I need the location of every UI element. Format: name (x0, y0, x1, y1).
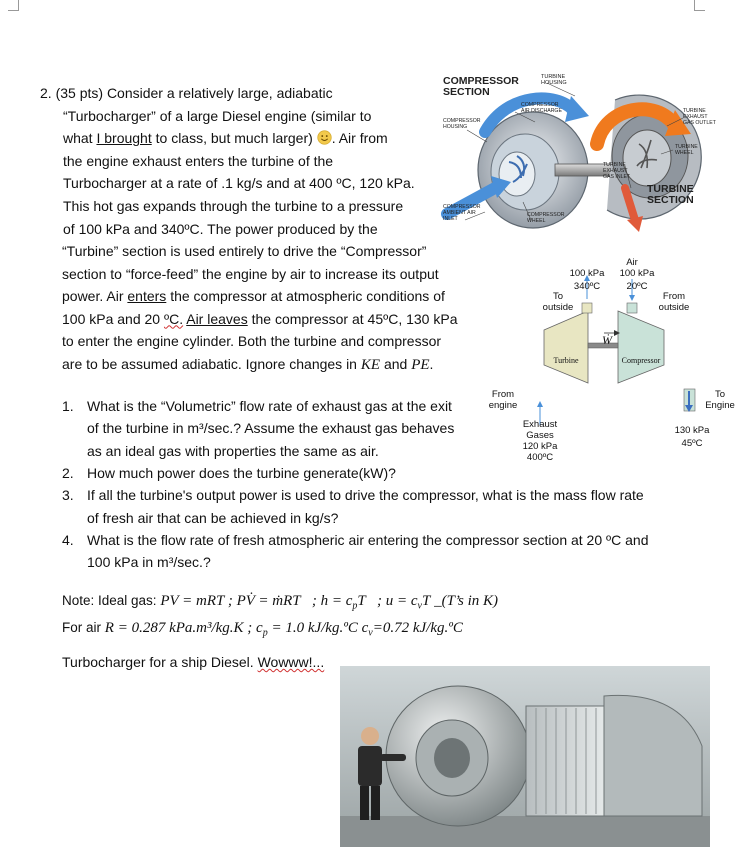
problem-line-13 (62, 353, 477, 377)
question-text: If all the turbine's output power is used to drive the compressor, what is the mass flow rate (87, 487, 644, 503)
subscript: p (262, 627, 268, 639)
turbine-exhaust-inlet-label: TURBINE EXHAUST GAS INLET (603, 162, 631, 180)
question-text: What is the “Volumetric” flow rate of exhaust gas at the exit (87, 398, 452, 414)
question-text: How much power does the turbine generate(kW)? (87, 465, 396, 481)
label-text: outside (658, 302, 690, 313)
ship-turbocharger-photo (340, 666, 710, 847)
subscript: v (368, 627, 373, 639)
problem-line-6 (40, 195, 436, 218)
to-engine-label (702, 389, 738, 411)
turbine-compressor-schematic (486, 255, 739, 465)
question-text: of fresh air that can be achieved in kg/s? (87, 510, 339, 526)
problem-text: . Air from (331, 130, 388, 147)
turbine-block (544, 311, 588, 383)
caption-text: Turbocharger for a ship Diesel. (62, 654, 254, 670)
problem-line-7 (40, 218, 436, 241)
question-text: of the turbine in m³/sec.? Assume the exhaust gas behaves (87, 420, 455, 436)
problem-line-1 (40, 82, 436, 105)
photo-inlet-core (434, 738, 470, 778)
question-text: What is the flow rate of fresh atmospheric air entering the compressor section at 20 ºC and (87, 532, 649, 548)
label-text: To (552, 291, 564, 302)
subscript: v (417, 600, 422, 612)
problem-line-9 (62, 263, 477, 286)
problem-text: and (383, 355, 408, 372)
enthalpy-equation: ; h = c (311, 593, 353, 609)
photo-caption (62, 654, 324, 670)
question-number: 2. (62, 465, 74, 481)
turbine-exit-pipe (582, 303, 592, 313)
subscript: p (352, 600, 358, 612)
compressor-label: Compressor (621, 356, 661, 365)
compressor-ambient-air-inlet-label: COMPRESSOR AMBIENT AIR INLET (443, 204, 481, 222)
question-number: 3. (62, 487, 74, 503)
underlined-text: I brought (96, 130, 152, 147)
problem-text: section to “force-feed” the engine by air to increase its output (62, 265, 439, 282)
label-text: 120 kPa (522, 441, 558, 452)
compressor-air-discharge-label: COMPRESSOR AIR DISCHARGE (521, 102, 562, 114)
turbine-exit-pressure: 100 kPa (569, 268, 605, 279)
label-text: engine (488, 400, 518, 411)
turbine-exit-temperature: 340ºC (573, 281, 601, 292)
spellcheck-text: ºC. (163, 310, 184, 327)
math-pe: PE (411, 356, 430, 373)
problem-text: the compressor at atmospheric conditions of (170, 288, 445, 304)
problem-line-12 (62, 330, 477, 353)
problem-line-4 (40, 150, 436, 173)
problem-text: Turbocharger at a rate of .1 kg/s and at 400 ºC, 120 kPa. (63, 175, 415, 192)
question-number: 4. (62, 532, 74, 548)
air-properties: R = 0.287 kPa.m³/kg.K ; c (104, 619, 263, 636)
work-label: Ẇ (602, 333, 612, 347)
problem-text: This hot gas expands through the turbine to a pressure (63, 197, 404, 214)
compressor-outlet-pressure: 130 kPa (674, 425, 710, 436)
turbine-exhaust-outlet-label: TURBINE EXHAUST GAS OUTLET (683, 108, 716, 126)
turbine-wheel-label: TURBINE WHEEL (675, 144, 698, 156)
problem-text: 100 kPa and 20 (62, 310, 161, 327)
ideal-gas-equation: PV = mRT ; PV̇ = ṁRT (160, 593, 301, 609)
problem-continued (62, 240, 477, 376)
problem-text: . (429, 355, 434, 372)
problem-text: the compressor at 45ºC, 130 kPa (251, 310, 458, 327)
note-label: Note: Ideal gas: (62, 593, 157, 608)
internal-energy-equation: ; u = c (377, 593, 418, 609)
compressor-inlet-pipe (627, 303, 637, 313)
problem-line-2 (40, 105, 436, 128)
from-engine-label (486, 389, 520, 411)
label-text: 400ºC (526, 452, 554, 463)
photo-turbine-casing (526, 706, 604, 816)
photo-floor (340, 816, 710, 847)
question-number: 1. (62, 398, 74, 414)
label-text: To (714, 389, 726, 400)
compressor-block (618, 311, 664, 383)
from-outside-label (652, 291, 696, 313)
caption-wow: Wowww!... (257, 654, 325, 670)
kelvin-note: _(T’s in K) (434, 593, 498, 609)
problem-line-5 (40, 172, 436, 195)
problem-text: Consider a relatively large, adiabatic (106, 85, 333, 101)
problem-text: power. Air (62, 288, 124, 304)
problem-text: the engine exhaust enters the turbine of the (63, 152, 334, 169)
underlined-text: enters (127, 288, 167, 304)
label-text: Engine (705, 400, 735, 411)
note-label: For air (62, 619, 102, 635)
problem-number: 2. (40, 85, 52, 101)
problem-text: to enter the engine cylinder. Both the turbine and compressor (62, 333, 442, 349)
problem-text: to class, but much larger) (155, 130, 313, 147)
problem-line-3 (40, 127, 436, 150)
formula-note (62, 590, 498, 643)
underlined-text: Air leaves (186, 310, 248, 327)
problem-text: are to be assumed adiabatic. Ignore changes in (62, 355, 357, 372)
crop-mark-top-left (8, 0, 19, 11)
crop-mark-top-right (694, 0, 705, 11)
label-text: From (491, 389, 515, 400)
smiley-icon (317, 130, 332, 145)
problem-text: “Turbine” section is used entirely to drive the “Compressor” (62, 243, 427, 259)
problem-points: (35 pts) (55, 85, 104, 101)
note-line-2 (62, 617, 498, 644)
problem-text: of 100 kPa and 340ºC. The power produced by the (63, 220, 378, 237)
compressor-inlet-arrow-head (629, 295, 635, 301)
turbine-label: Turbine (553, 356, 579, 365)
question-text: 100 kPa in m³/sec.? (87, 554, 211, 570)
label-text: Exhaust (522, 419, 558, 430)
compressor-wheel-label: COMPRESSOR WHEEL (527, 212, 565, 224)
turbine-section-label: TURBINE SECTION (647, 183, 694, 206)
air-properties: = 1.0 kJ/kg.ºC c (267, 619, 369, 636)
turbine-inlet-arrow-head (537, 401, 543, 407)
compressor-outlet-temperature: 45ºC (681, 438, 703, 449)
problem-line-8 (62, 240, 477, 263)
problem-line-11 (62, 308, 477, 331)
enthalpy-t: T (357, 593, 366, 609)
air-properties: =0.72 kJ/kg.ºC (372, 619, 463, 636)
math-ke: KE (360, 356, 381, 373)
problem-line-10 (62, 285, 477, 308)
air-label: Air (626, 257, 638, 268)
question-text: as an ideal gas with properties the same as air. (87, 443, 379, 459)
label-text: Gases (526, 430, 554, 441)
compressor-section-label: COMPRESSOR SECTION (443, 75, 519, 98)
label-text: outside (542, 302, 574, 313)
label-text: From (662, 291, 686, 302)
turbine-housing-label: TURBINE HOUSING (541, 74, 567, 86)
turbocharger-cutaway-diagram (425, 70, 737, 260)
compressor-inlet-pressure: 100 kPa (619, 268, 655, 279)
compressor-housing-label: COMPRESSOR HOUSING (443, 118, 481, 130)
problem-text: “Turbocharger” of a large Diesel engine (similar to (63, 107, 372, 124)
to-outside-label (538, 291, 578, 313)
exhaust-gas-label (512, 419, 568, 463)
note-line-1 (62, 590, 498, 617)
problem-statement (40, 82, 436, 240)
problem-text: what (63, 130, 93, 147)
energy-t: T (421, 593, 431, 609)
compressor-inlet-temperature: 20ºC (626, 281, 648, 292)
